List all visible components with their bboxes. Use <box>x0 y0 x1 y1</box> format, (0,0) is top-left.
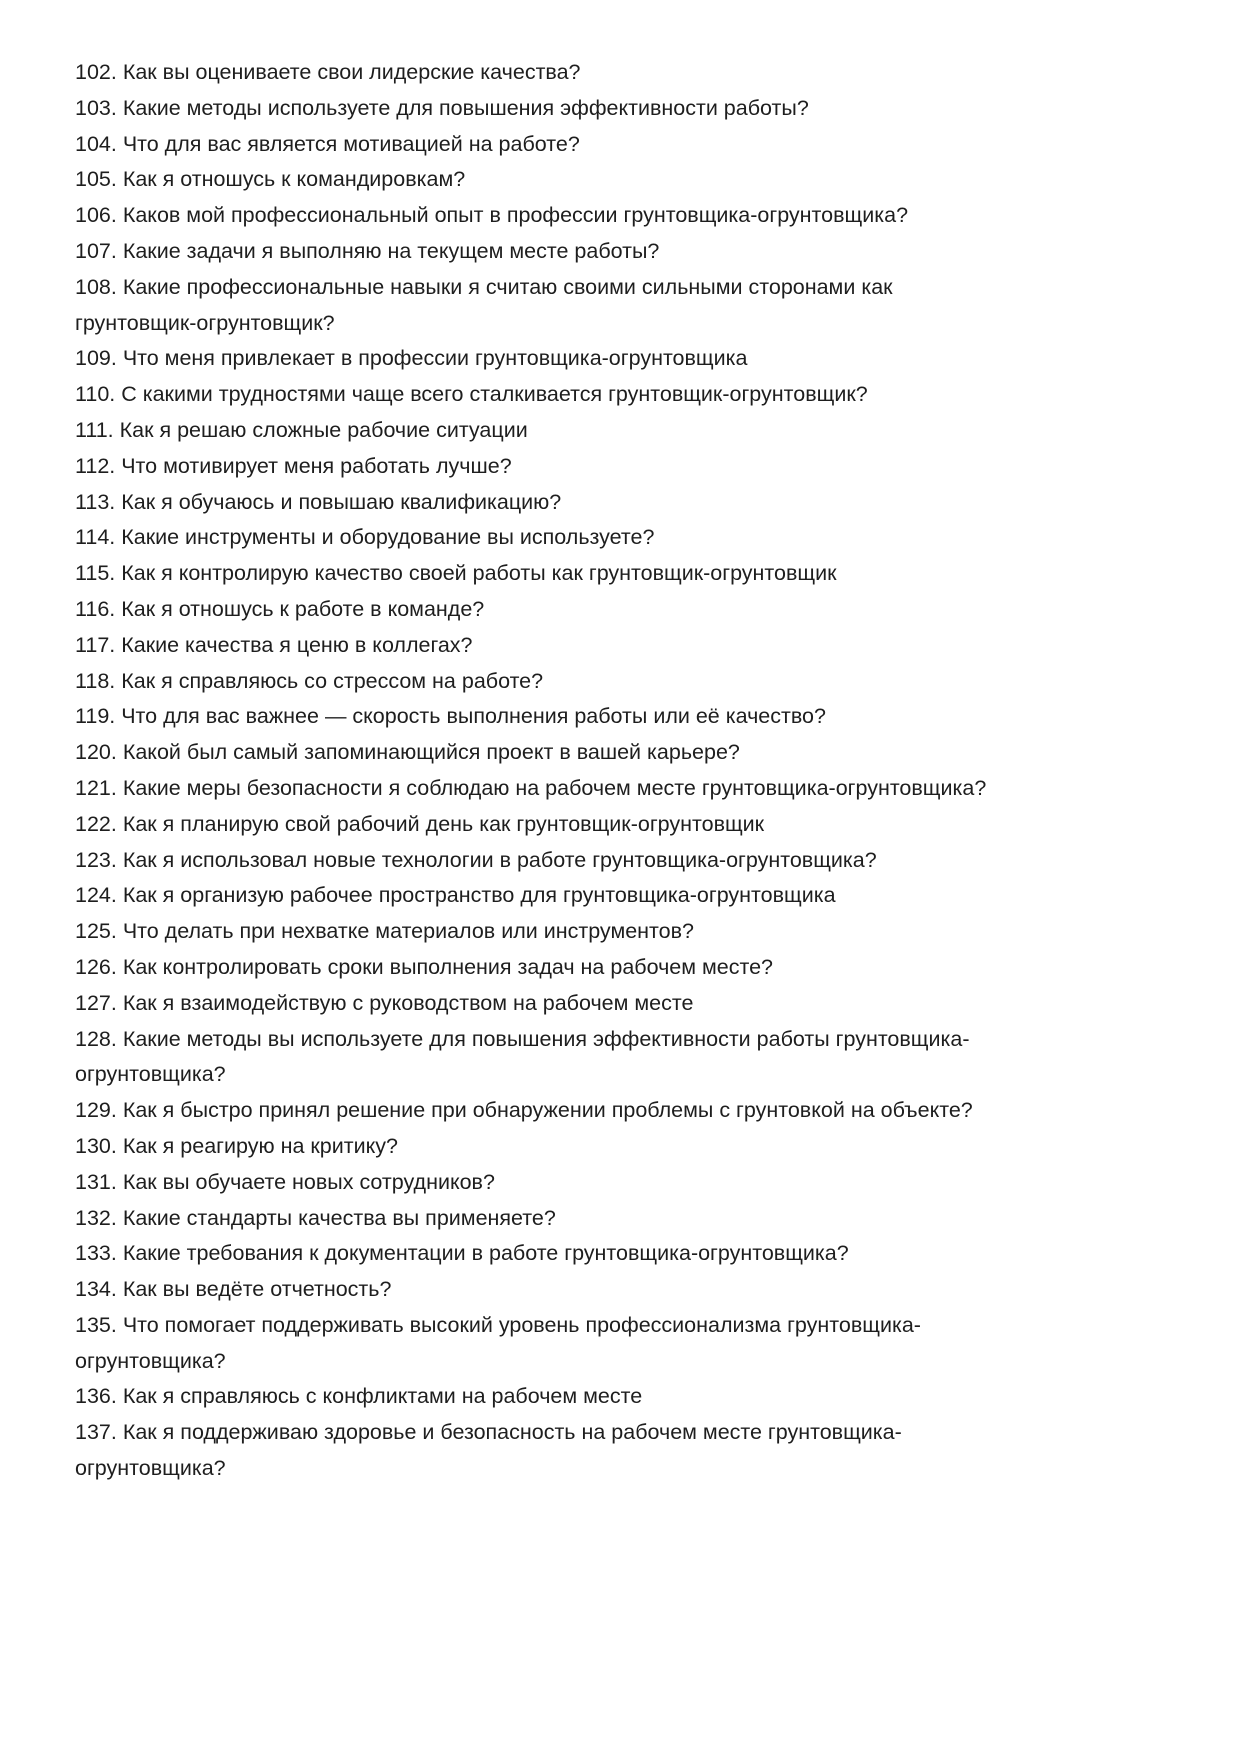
question-item: 112. Что мотивирует меня работать лучше? <box>75 453 512 478</box>
question-item: 129. Как я быстро принял решение при обнаружении проблемы с грунтовкой на объекте? <box>75 1098 973 1123</box>
question-item: 122. Как я планирую свой рабочий день как грунтовщик-огрунтовщик <box>75 811 765 836</box>
question-item: 125. Что делать при нехватке материалов или инструментов? <box>75 919 694 944</box>
question-item: 111. Как я решаю сложные рабочие ситуации <box>75 417 528 442</box>
question-item: 115. Как я контролирую качество своей работы как грунтовщик-огрунтовщик <box>75 561 837 586</box>
question-item: 117. Какие качества я ценю в коллегах? <box>75 632 473 657</box>
question-item: 135. Что помогает поддерживать высокий уровень профессионализма грунтовщика- огрунтовщика? <box>75 1312 921 1373</box>
question-item: 130. Как я реагирую на критику? <box>75 1133 398 1158</box>
question-item: 133. Какие требования к документации в работе грунтовщика-огрунтовщика? <box>75 1241 849 1266</box>
question-item: 137. Как я поддерживаю здоровье и безопасность на рабочем месте грунтовщика- огрунтовщика? <box>75 1420 902 1481</box>
question-item: 104. Что для вас является мотивацией на работе? <box>75 131 580 156</box>
question-item: 105. Как я отношусь к командировкам? <box>75 167 466 192</box>
question-item: 109. Что меня привлекает в профессии грунтовщика-огрунтовщика <box>75 346 748 371</box>
question-item: 123. Как я использовал новые технологии в работе грунтовщика-огрунтовщика? <box>75 847 877 872</box>
question-item: 110. С какими трудностями чаще всего сталкивается грунтовщик-огрунтовщик? <box>75 382 868 407</box>
question-item: 124. Как я организую рабочее пространство для грунтовщика-огрунтовщика <box>75 883 836 908</box>
question-item: 107. Какие задачи я выполняю на текущем месте работы? <box>75 238 660 263</box>
question-item: 113. Как я обучаюсь и повышаю квалификацию? <box>75 489 562 514</box>
question-item: 108. Какие профессиональные навыки я считаю своими сильными сторонами как грунтовщик-огрунтовщик? <box>75 274 893 335</box>
question-item: 121. Какие меры безопасности я соблюдаю на рабочем месте грунтовщика-огрунтовщика? <box>75 775 987 800</box>
question-item: 128. Какие методы вы используете для повышения эффективности работы грунтовщика- огрунтовщика? <box>75 1026 970 1087</box>
question-item: 131. Как вы обучаете новых сотрудников? <box>75 1169 495 1194</box>
question-item: 120. Какой был самый запоминающийся проект в вашей карьере? <box>75 740 740 765</box>
question-item: 119. Что для вас важнее — скорость выполнения работы или её качество? <box>75 704 826 729</box>
question-item: 136. Как я справляюсь с конфликтами на рабочем месте <box>75 1384 643 1409</box>
question-list <box>75 55 1175 1487</box>
question-item: 126. Как контролировать сроки выполнения задач на рабочем месте? <box>75 954 773 979</box>
question-item: 114. Какие инструменты и оборудование вы используете? <box>75 525 655 550</box>
question-item: 127. Как я взаимодействую с руководством на рабочем месте <box>75 990 694 1015</box>
question-item: 106. Каков мой профессиональный опыт в профессии грунтовщика-огрунтовщика? <box>75 203 909 228</box>
question-item: 103. Какие методы используете для повышения эффективности работы? <box>75 95 809 120</box>
question-item: 116. Как я отношусь к работе в команде? <box>75 596 485 621</box>
question-item: 102. Как вы оцениваете свои лидерские качества? <box>75 60 581 84</box>
question-item: 118. Как я справляюсь со стрессом на работе? <box>75 668 544 693</box>
question-item: 132. Какие стандарты качества вы применяете? <box>75 1205 556 1230</box>
question-item: 134. Как вы ведёте отчетность? <box>75 1277 392 1302</box>
